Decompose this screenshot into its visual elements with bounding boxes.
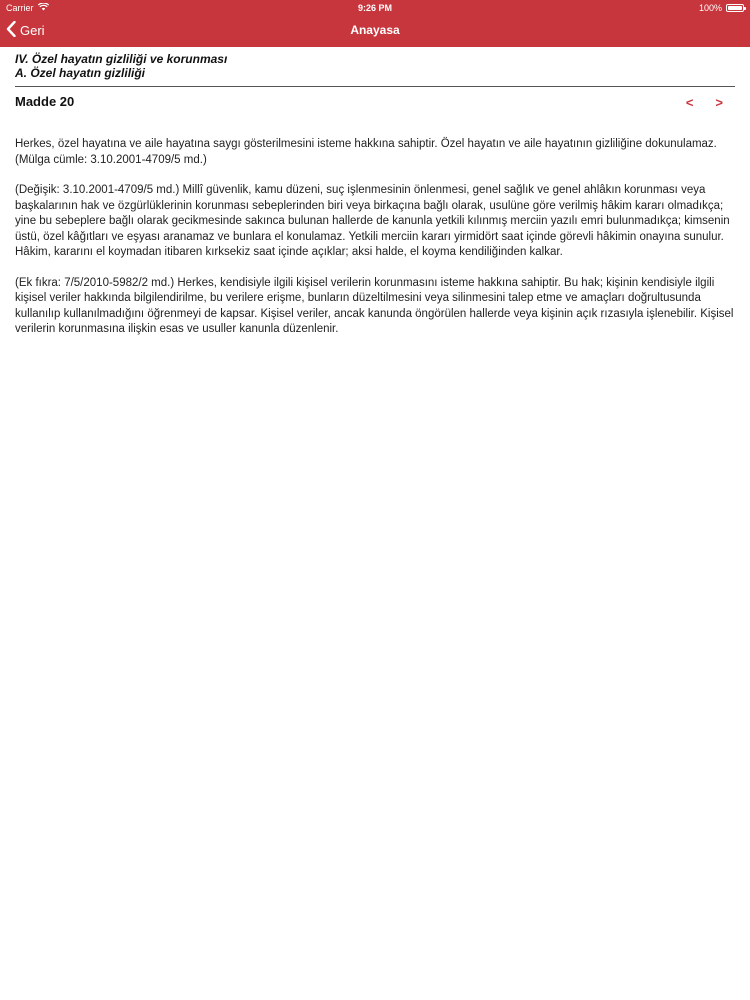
article-header	[15, 87, 735, 127]
battery-status	[699, 0, 744, 16]
battery-percent: 100%	[698, 3, 722, 13]
page-title: Anayasa	[350, 23, 400, 37]
status-time: 9:26 PM	[357, 3, 392, 13]
back-label: Geri	[20, 23, 45, 38]
top-bar	[0, 0, 750, 47]
article-paragraph-1: Herkes, özel hayatına ve aile hayatına saygı gösterilmesini isteme hakkına sahiptir. Özel hayatın ve aile hayatının gizliliğine dokunulamaz. (Mülga cümle: 3.10.2001-4709/5 md.)	[15, 138, 717, 166]
battery-icon	[726, 4, 744, 12]
next-article-button[interactable]: >	[715, 95, 723, 110]
article-paragraph-2: (Değişik: 3.10.2001-4709/5 md.) Millî güvenlik, kamu düzeni, suç işlenmesinin önlenmesi, genel sağlık ve genel ahlâkın korunması veya başkalarının hak ve özgürlüklerinin korunması sebeplerinden biri veya birkaçına bağlı olarak, usulüne göre verilmiş hâkim kararı olmadıkça; yine bu sebeplere bağlı olarak gecikmesinde sakınca bulunan hallerde de kanunla yetkili kılınmış merciin yazılı emri bulunmadıkça; kimsenin üstü, özel kâğıtları ve eşyası aranamaz ve bunlara el konulamaz. Yetkili merciin kararı yirmidört saat içinde görevli hâkimin onayına sunulur. Hâkim, kararını el koymadan itibaren kırksekiz saat içinde açıklar; aksi halde, el koyma kendiliğinden kalkar.	[15, 184, 730, 258]
section-heading-1: IV. Özel hayatın gizliliği ve korunması	[15, 52, 228, 66]
article-paragraph-3: (Ek fıkra: 7/5/2010-5982/2 md.) Herkes, kendisiyle ilgili kişisel verilerin korunmasını isteme hakkına sahiptir. Bu hak; kişinin kendisiyle ilgili kişisel veriler hakkında bilgilendirilme, bu verilere erişme, bunların düzeltilmesini veya silinmesini talep etme ve amaçları doğrultusunda kullanılıp kullanılmadığını öğrenmeyi de kapsar. Kişisel veriler, ancak kanunda öngörülen hallerde veya kişinin açık rızasıyla işlenebilir. Kişisel verilerin korunmasına ilişkin esas ve usuller kanunla düzenlenir.	[15, 276, 734, 335]
content-spacer	[15, 127, 735, 137]
section-heading-2: A. Özel hayatın gizliliği	[15, 66, 146, 80]
carrier-label: Carrier	[6, 3, 34, 13]
article-title: Madde 20	[15, 94, 75, 109]
previous-article-button[interactable]: <	[685, 95, 694, 110]
status-bar	[0, 0, 750, 16]
navigation-bar	[0, 16, 750, 47]
article-navigation	[686, 95, 723, 110]
article-content	[15, 52, 735, 353]
